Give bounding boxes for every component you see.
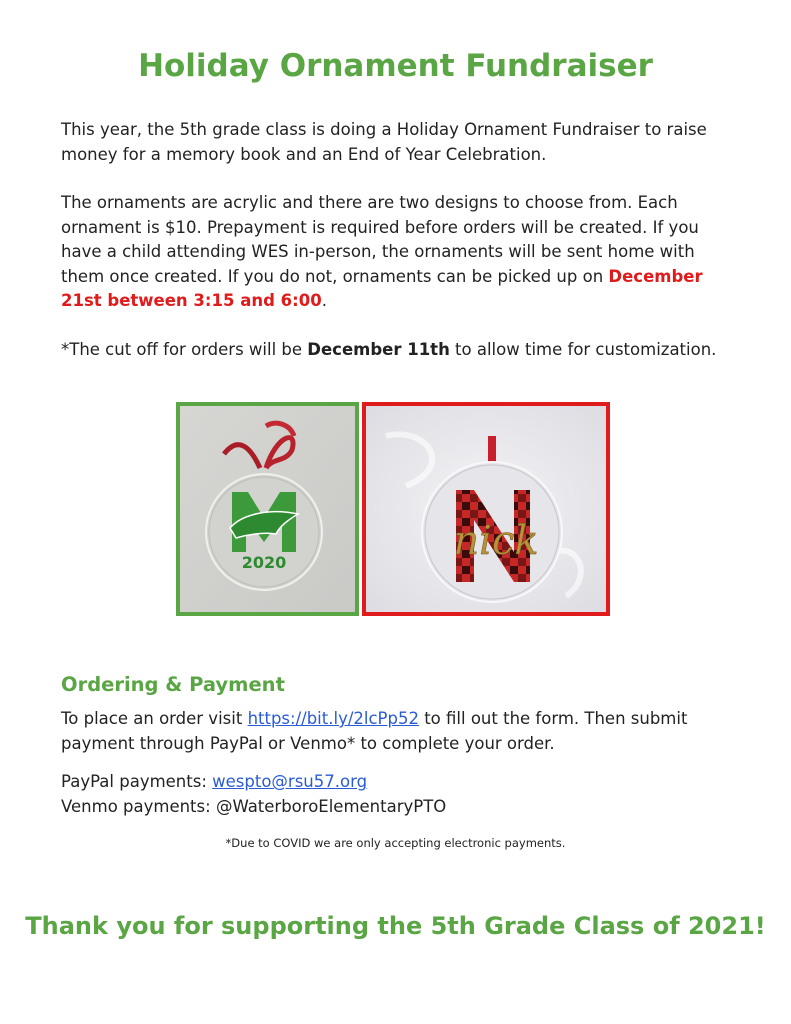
ornament-photo-m bbox=[176, 402, 359, 616]
venmo-label: Venmo payments: bbox=[61, 796, 216, 816]
ornament-m-year: 2020 bbox=[241, 553, 287, 572]
paypal-label: PayPal payments: bbox=[61, 772, 213, 791]
cutoff-paragraph bbox=[61, 338, 741, 363]
ornament-n-name: nick bbox=[453, 518, 539, 564]
covid-note: *Due to COVID we are only accepting electronic payments. bbox=[225, 836, 566, 850]
venmo-handle: @WaterboroElementaryPTO bbox=[215, 796, 447, 816]
details-text: The ornaments are acrylic and there are two designs to choose from. Each ornament is $10. Prepayment is required before orders will be created. If you have a child attending WES in-person, the ornaments will be sent home with them once created. If you do not, ornaments can be picked up on bbox=[61, 193, 699, 286]
cutoff-text-start: *The cut off for orders will be bbox=[61, 340, 308, 359]
pickup-time: December 21st between 3:15 and 6:00 bbox=[61, 266, 703, 310]
ordering-text-start: To place an order visit bbox=[61, 709, 248, 728]
thank-you-message: Thank you for supporting the 5th Grade Class of 2021! bbox=[25, 912, 766, 940]
details-paragraph bbox=[61, 191, 741, 314]
details-period: . bbox=[321, 291, 327, 310]
cutoff-date: December 11th bbox=[307, 340, 450, 359]
cutoff-text-end: to allow time for customization. bbox=[449, 340, 717, 359]
payment-info bbox=[61, 770, 741, 819]
paypal-email-link[interactable]: wespto@rsu57.org bbox=[212, 772, 368, 791]
ordering-paragraph bbox=[61, 707, 741, 756]
ordering-heading: Ordering & Payment bbox=[61, 673, 285, 696]
ornament-n-illustration bbox=[366, 406, 606, 612]
ornament-photo-n bbox=[362, 402, 610, 616]
ornament-photos bbox=[176, 402, 614, 616]
order-form-link[interactable]: https://bit.ly/2lcPp52 bbox=[247, 709, 419, 728]
page-title: Holiday Ornament Fundraiser bbox=[138, 48, 653, 84]
ordering-text-end: to fill out the form. Then submit payment through PayPal or Venmo* to complete your order. bbox=[61, 709, 688, 753]
intro-paragraph: This year, the 5th grade class is doing a Holiday Ornament Fundraiser to raise money for a memory book and an End of Year Celebration. bbox=[61, 120, 707, 164]
ornament-m-illustration bbox=[180, 406, 355, 612]
